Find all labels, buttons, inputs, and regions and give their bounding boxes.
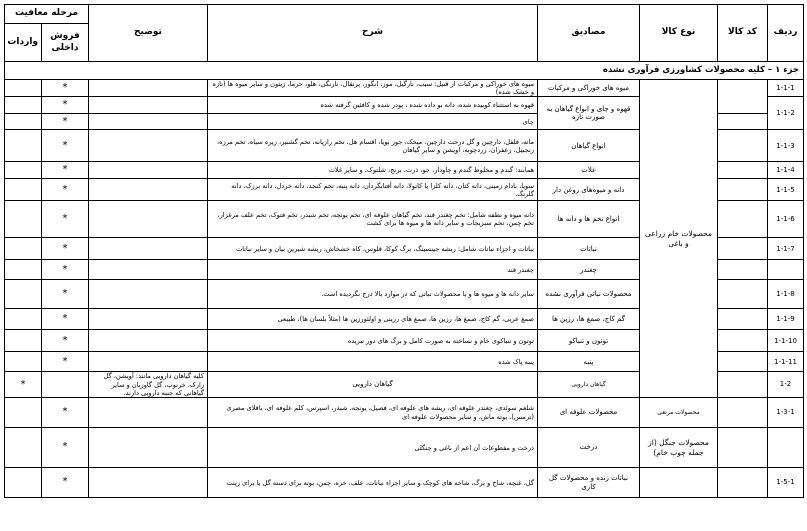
row-imports <box>5 309 42 330</box>
kala-code-cell <box>718 238 768 260</box>
row-domestic-mark: * <box>42 260 89 280</box>
row-domestic-mark: * <box>42 238 89 260</box>
kala-code-cell <box>718 114 768 130</box>
row-domestic-mark: * <box>42 114 89 130</box>
group-label-rangeland: محصولات مرتعی <box>640 398 718 428</box>
header-sharh: شرح <box>208 5 538 62</box>
row-domestic-mark: * <box>42 130 89 162</box>
row-domestic-mark: * <box>42 97 89 114</box>
kala-code-cell <box>718 201 768 238</box>
row-domestic-mark: * <box>42 330 89 352</box>
kala-code-cell <box>718 162 768 179</box>
row-masadiq: توتون و تنباکو <box>538 330 640 352</box>
row-sharh: شلغم سوئدی، چغندر علوفه ای، ریشه های علوفه ای، فصیل، یونجه، شبدر، اسپرس، کلم علوفه ای، باقلای مصری (ترمس)، بوته ماش، و سایر محصولات علوفه ای <box>208 398 538 428</box>
row-sharh: صمغ عربی، گم کاج، صمغ ها، رزین ها، صمغ های رزینی و اولئورزین ها (مثلاً بلسان ها)، طبیعی <box>208 309 538 330</box>
row-sharh: سویا، بادام زمینی، دانه کتان، دانه کلزا یا کانولا، دانه آفتابگردان، دانه پنبه، تخم کنجد، دانه خردل، دانه برزک، دانه گلرنگ. <box>208 179 538 201</box>
kala-type-cell <box>640 468 718 498</box>
row-tozih <box>89 352 208 372</box>
kala-code-cell <box>718 428 768 468</box>
kala-code-cell <box>718 372 768 398</box>
row-tozih <box>89 130 208 162</box>
row-masadiq: نباتات زنده و محصولات گل کاری <box>538 468 640 498</box>
header-tozih: توضیح <box>89 5 208 62</box>
row-masadiq: گیاهان دارویی <box>208 372 538 398</box>
row-tozih <box>89 179 208 201</box>
row-tozih <box>42 372 89 398</box>
group-label-raw-crops: محصولات خام زراعی و باغی <box>640 80 718 398</box>
row-sharh: پنبه پاک شده <box>208 352 538 372</box>
row-masadiq: محصولات علوفه ای <box>538 398 640 428</box>
row-sharh: ماته، فلفل، دارچین و گل درخت دارچین، میخک، جوز بویا، اقسام هل، تخم رازیانه، تخم گشنیز، زیره سیاه، تخم مرزه، زنجبیل، زعفران، زردچوبه، اویشن و سایر گیاهان <box>208 130 538 162</box>
row-masadiq: درخت <box>538 428 640 468</box>
row-radif: 1-1-9 <box>768 309 804 330</box>
row-radif: 1-1-1 <box>768 80 804 97</box>
kala-code-cell <box>718 179 768 201</box>
row-radif: 1-1-8 <box>768 280 804 309</box>
row-radif: 1-1-2 <box>768 97 804 130</box>
row-radif: 1-1-3 <box>768 130 804 162</box>
row-domestic-mark: * <box>42 80 89 97</box>
row-imports <box>5 201 42 238</box>
row-imports <box>5 352 42 372</box>
row-sharh: نباتات و اجزاء نباتات شامل: ریشه جینسینگ، برگ کوکا، قلوس، کاه خشخاش، ریشه شیرین بیان و سایر نباتات <box>208 238 538 260</box>
kala-code-cell <box>718 280 768 309</box>
row-imports <box>5 238 42 260</box>
row-tozih <box>89 468 208 498</box>
row-sharh: توتون و تنباکوی خام و نساخته به صورت کامل و برگ های دور نبریده <box>208 330 538 352</box>
row-tozih <box>89 398 208 428</box>
row-sharh: چغندر قند <box>208 260 538 280</box>
row-radif: 1-1-7 <box>768 238 804 260</box>
row-imports <box>5 130 42 162</box>
kala-code-cell <box>718 260 768 280</box>
kala-code-cell <box>718 130 768 162</box>
row-masadiq: دانه و میوه‌های روغن دار <box>538 179 640 201</box>
row-imports <box>5 398 42 428</box>
header-kala-code: کد کالا <box>718 5 768 62</box>
header-exemption-stage: مرحله معافیت <box>5 5 89 24</box>
row-masadiq: قهوه و چای و انواع گیاهان به صورت تازه <box>538 97 640 130</box>
row-radif: 1-1-6 <box>768 201 804 238</box>
row-sharh: گل، غنچه، شاخ و برگ، شاخه های کوچک و سایر اجزاء نباتات، علف، خزه، چمن، بوته برای دسته گل یا برای زینت <box>208 468 538 498</box>
row-tozih <box>89 428 208 468</box>
row-domestic-mark: * <box>42 162 89 179</box>
row-imports <box>5 330 42 352</box>
row-sharh: دانه میوه و نطفه شامل: تخم چغندر قند، تخم گیاهان علوفه ای، تخم یونجه، تخم شبدر، تخم فتوک، تخم علف مرغزار، تخم چمن، تخم سبزیجات و سایر دانه ها و میوه ها برای کشت <box>208 201 538 238</box>
row-imports <box>5 114 42 130</box>
row-imports <box>5 179 42 201</box>
kala-code-cell <box>718 330 768 352</box>
row-domestic-mark: * <box>42 468 89 498</box>
row-domestic-mark: * <box>42 309 89 330</box>
row-masadiq: چغندر <box>538 260 640 280</box>
header-imports: واردات <box>5 24 42 62</box>
group-label-forest: محصولات جنگل (از جمله چوب خام) <box>640 428 718 468</box>
row-masadiq: گم کاج، صمغ ها، رزین ها <box>538 309 640 330</box>
row-radif: 1-3-1 <box>768 398 804 428</box>
row-radif: 1-1-11 <box>768 352 804 372</box>
row-radif: 1-2 <box>768 372 804 398</box>
row-radif: 1-5-1 <box>768 468 804 498</box>
row-masadiq: انواع تخم ها و دانه ها <box>538 201 640 238</box>
kala-code-cell <box>718 80 768 114</box>
row-tozih <box>89 260 208 280</box>
row-masadiq: انواع گیاهان <box>538 130 640 162</box>
row-domestic-mark: * <box>42 280 89 309</box>
row-sharh: درخت و مقطوعات آن اعم از باغی و جنگلی <box>208 428 538 468</box>
group-label-medicinal: گیاهان دارویی <box>538 372 640 398</box>
row-sharh: کلیه گیاهان دارویی مانند: آویشن، گل زارک، خرنوب، گل گاوزبان و سایر گیاهانی که جنبه دارویی دارند. <box>89 372 208 398</box>
row-domestic-mark: * <box>5 372 42 398</box>
row-sharh: میوه های خوراکی و مرکبات از قبیل: سیب، نارگیل، موز، انگور، پرتقال، نارنگی، هلو، خرما، زیتون و سایر میوه ها (تازه و خشک شده) <box>208 80 538 97</box>
row-masadiq: محصولات نباتی فرآوری نشده <box>538 280 640 309</box>
row-imports <box>5 428 42 468</box>
row-imports <box>5 260 42 280</box>
row-radif <box>768 428 804 468</box>
row-imports <box>5 97 42 114</box>
kala-code-cell <box>718 352 768 372</box>
row-tozih <box>89 114 208 130</box>
row-tozih <box>89 201 208 238</box>
kala-code-cell <box>718 398 768 428</box>
row-tozih <box>89 238 208 260</box>
row-sharh: قهوه به استثناء کوبیده شده، دانه بو داده شده ، پودر شده و کافئین گرفته شده <box>208 97 538 114</box>
row-masadiq: میوه های خوراکی و مرکبات <box>538 80 640 97</box>
row-imports <box>5 162 42 179</box>
row-masadiq: پنبه <box>538 352 640 372</box>
header-kala-type: نوع کالا <box>640 5 718 62</box>
header-domestic-sale: فروش داخلی <box>42 24 89 62</box>
row-radif: 1-1-4 <box>768 162 804 179</box>
row-masadiq: غلات <box>538 162 640 179</box>
section-title: جزء ۱ – کلیه محصولات کشاورزی فرآوری نشده <box>5 62 804 80</box>
row-sharh: سایر دانه ها و میوه ها و یا محصولات نباتی که در موارد بالا درج نگردیده است. <box>208 280 538 309</box>
row-radif <box>768 260 804 280</box>
row-sharh: چای <box>208 114 538 130</box>
row-imports <box>5 80 42 97</box>
row-radif: 1-1-5 <box>768 179 804 201</box>
row-domestic-mark: * <box>42 352 89 372</box>
kala-code-cell <box>718 309 768 330</box>
row-tozih <box>89 162 208 179</box>
row-domestic-mark: * <box>42 428 89 468</box>
row-domestic-mark: * <box>42 201 89 238</box>
row-sharh: همانند: گندم و مخلوط گندم و چاودار، جو، ذرت، برنج، شلتوک، و سایر غلات <box>208 162 538 179</box>
row-imports <box>5 468 42 498</box>
header-masadiq: مصادیق <box>538 5 640 62</box>
row-domestic-mark: * <box>42 179 89 201</box>
row-tozih <box>89 309 208 330</box>
header-radif: ردیف <box>768 5 804 62</box>
row-tozih <box>89 330 208 352</box>
kala-code-cell <box>718 468 768 498</box>
row-imports <box>5 280 42 309</box>
exemption-table <box>4 4 804 498</box>
row-tozih <box>89 97 208 114</box>
row-masadiq: نباتات <box>538 238 640 260</box>
row-tozih <box>89 80 208 97</box>
row-domestic-mark: * <box>42 398 89 428</box>
row-tozih <box>89 280 208 309</box>
row-radif: 1-1-10 <box>768 330 804 352</box>
